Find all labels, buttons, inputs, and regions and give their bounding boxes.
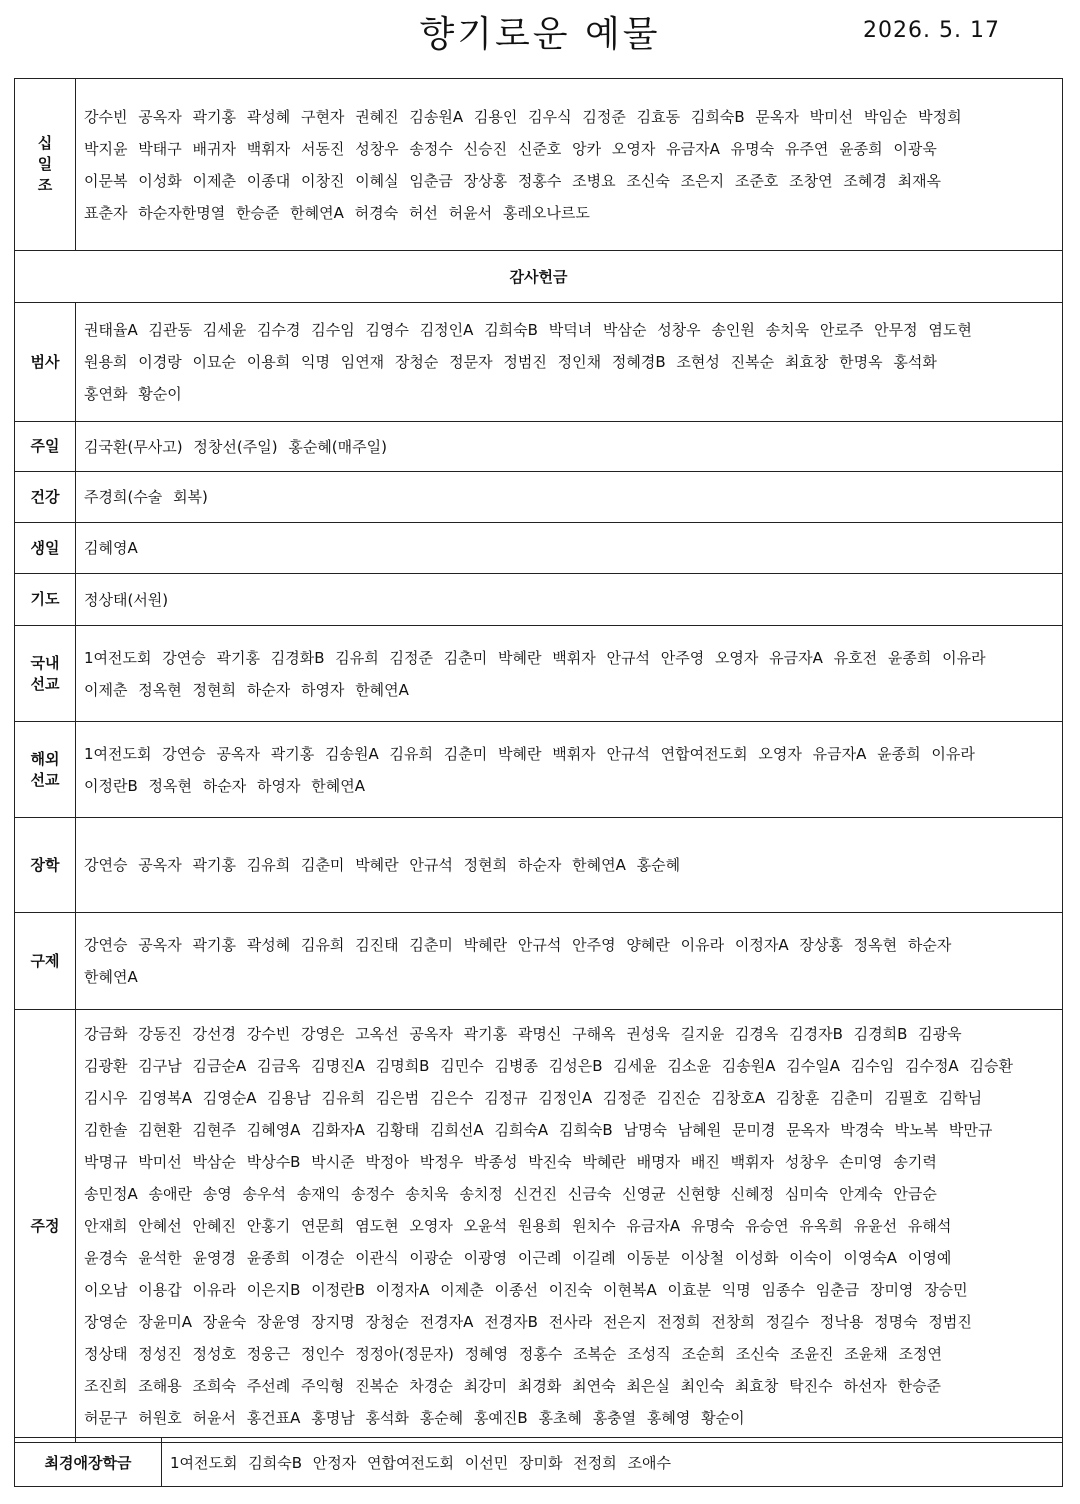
content-janghak: 강연승 공옥자 곽기홍 김유희 김춘미 박혜란 안규석 정현희 하순자 한혜연A 홍순혜 — [76, 818, 1063, 913]
offering-table — [14, 78, 1063, 1443]
content-juil: 김국환(무사고) 정창선(주일) 홍순혜(매주일) — [76, 422, 1063, 472]
label-guje: 구제 — [15, 913, 76, 1010]
section-title: 감사헌금 — [15, 251, 1063, 303]
row-guje — [15, 913, 1063, 1010]
content-sipiljo: 강수빈 공옥자 곽기홍 곽성혜 구현자 권혜진 김송원A 김용인 김우식 김정준 김효동 김희숙B 문옥자 박미선 박임순 박정희 박지윤 박태구 배귀자 백휘자 서동진 성창우 송정수 신승진 신준호 앙카 오영자 유금자A 유명숙 유주연 윤종희 이광욱 이문복 이성화 이제춘 이종대 이창진 이혜실 임춘금 장상홍 정홍수 조병요 조신숙 조은지 조준호 조창연 조혜경 최재옥 표춘자 하순자한명열 한승준 한혜연A 허경숙 허선 허윤서 홍레오나르도 — [76, 79, 1063, 251]
row-footer — [15, 1438, 1063, 1487]
content-gungnae: 1여전도회 강연승 곽기홍 김경화B 김유희 김정준 김춘미 박혜란 백휘자 안규석 안주영 오영자 유금자A 유호전 윤종희 이유라 이제춘 정옥현 정현희 하순자 하영자 한혜연A — [76, 626, 1063, 722]
label-gungnae: 국내 선교 — [15, 626, 76, 722]
content-haeoe: 1여전도회 강연승 공옥자 곽기홍 김송원A 김유희 김춘미 박혜란 백휘자 안규석 연합여전도회 오영자 유금자A 윤종희 이유라 이정란B 정옥현 하순자 하영자 한혜연A — [76, 722, 1063, 818]
label-geongang: 건강 — [15, 472, 76, 523]
content-geongang: 주경희(수술 회복) — [76, 472, 1063, 523]
row-saengil — [15, 523, 1063, 574]
row-gungnae — [15, 626, 1063, 722]
content-gido: 정상태(서원) — [76, 574, 1063, 626]
label-haeoe: 해외 선교 — [15, 722, 76, 818]
label-jujeong: 주정 — [15, 1010, 76, 1443]
content-jujeong: 강금화 강동진 강선경 강수빈 강영은 고옥선 공옥자 곽기홍 곽명신 구해옥 권성욱 길지윤 김경옥 김경자B 김경희B 김광욱 김광환 김구남 김금순A 김금옥 김명진A 김명희B 김민수 김병종 김성은B 김세윤 김소윤 김송원A 김수일A 김수임 김수정A 김승환 김시우 김영복A 김영순A 김용남 김유희 김은범 김은수 김정규 김정인A 김정준 김진순 김창호A 김창훈 김춘미 김필호 김학님 김한솔 김현환 김현주 김혜영A 김화자A 김황태 김희선A 김희숙A 김희숙B 남명숙 남혜원 문미경 문옥자 박경숙 박노복 박만규 박명규 박미선 박삼순 박상수B 박시준 박정아 박정우 박종성 박진숙 박혜란 배명자 배진 백휘자 성창우 손미영 송기력 송민정A 송애란 송영 송우석 송재익 송정수 송치욱 송치정 신건진 신금숙 신영균 신현향 신혜정 심미숙 안계숙 안금순 안재희 안혜선 안혜진 안홍기 연문희 염도현 오영자 오윤석 원용희 원치수 유금자A 유명숙 유승연 유옥희 유윤선 유해석 윤경숙 윤석한 윤영경 윤종희 이경순 이관식 이광순 이광영 이근례 이길례 이동분 이상철 이성화 이숙이 이영숙A 이영예 이오남 이용갑 이유라 이은지B 이정란B 이정자A 이제춘 이종선 이진숙 이현복A 이효분 익명 임종수 임춘금 장미영 장승민 장영순 장윤미A 장윤숙 장윤영 장지명 장청순 전경자A 전경자B 전사라 전은지 전정희 전창희 정길수 정낙용 정명숙 정범진 정상태 정성진 정성호 정웅근 정인수 정정아(정문자) 정혜영 정홍수 조복순 조성직 조순희 조신숙 조윤진 조윤채 조정연 조진희 조해용 조희숙 주선례 주익형 진복순 차경순 최강미 최경화 최연숙 최은실 최인숙 최효창 탁진수 하선자 한승준 허문구 허원호 허윤서 홍건표A 홍명남 홍석화 홍순혜 홍예진B 홍초혜 홍충열 홍혜영 황순이 — [76, 1010, 1063, 1443]
page-title: 향기로운 예물 — [419, 14, 661, 55]
row-beomsa — [15, 303, 1063, 422]
row-gido — [15, 574, 1063, 626]
date-text: 2026. 5. 17 — [863, 18, 1000, 43]
label-gido: 기도 — [15, 574, 76, 626]
scholarship-table — [14, 1437, 1063, 1487]
row-juil — [15, 422, 1063, 472]
row-section-title — [15, 251, 1063, 303]
content-beomsa: 권태율A 김관동 김세윤 김수경 김수임 김영수 김정인A 김희숙B 박덕녀 박삼순 성창우 송인원 송치욱 안로주 안무정 염도현 원용희 이경랑 이묘순 이용희 익명 임연재 장청순 정문자 정범진 정인채 정혜경B 조현성 진복순 최효창 한명옥 홍석화 홍연화 황순이 — [76, 303, 1063, 422]
row-sipiljo — [15, 79, 1063, 251]
row-janghak — [15, 818, 1063, 913]
label-juil: 주일 — [15, 422, 76, 472]
label-beomsa: 범사 — [15, 303, 76, 422]
label-saengil: 생일 — [15, 523, 76, 574]
content-guje: 강연승 공옥자 곽기홍 곽성혜 김유희 김진태 김춘미 박혜란 안규석 안주영 양혜란 이유라 이정자A 장상홍 정옥현 하순자 한혜연A — [76, 913, 1063, 1010]
row-haeoe — [15, 722, 1063, 818]
footer-label: 최경애장학금 — [15, 1438, 162, 1487]
row-jujeong — [15, 1010, 1063, 1443]
footer-content: 1여전도회 김희숙B 안정자 연합여전도회 이선민 장미화 전정희 조애수 — [162, 1438, 1063, 1487]
row-geongang — [15, 472, 1063, 523]
label-janghak: 장학 — [15, 818, 76, 913]
content-saengil: 김혜영A — [76, 523, 1063, 574]
label-sipiljo: 십 일 조 — [15, 79, 76, 251]
